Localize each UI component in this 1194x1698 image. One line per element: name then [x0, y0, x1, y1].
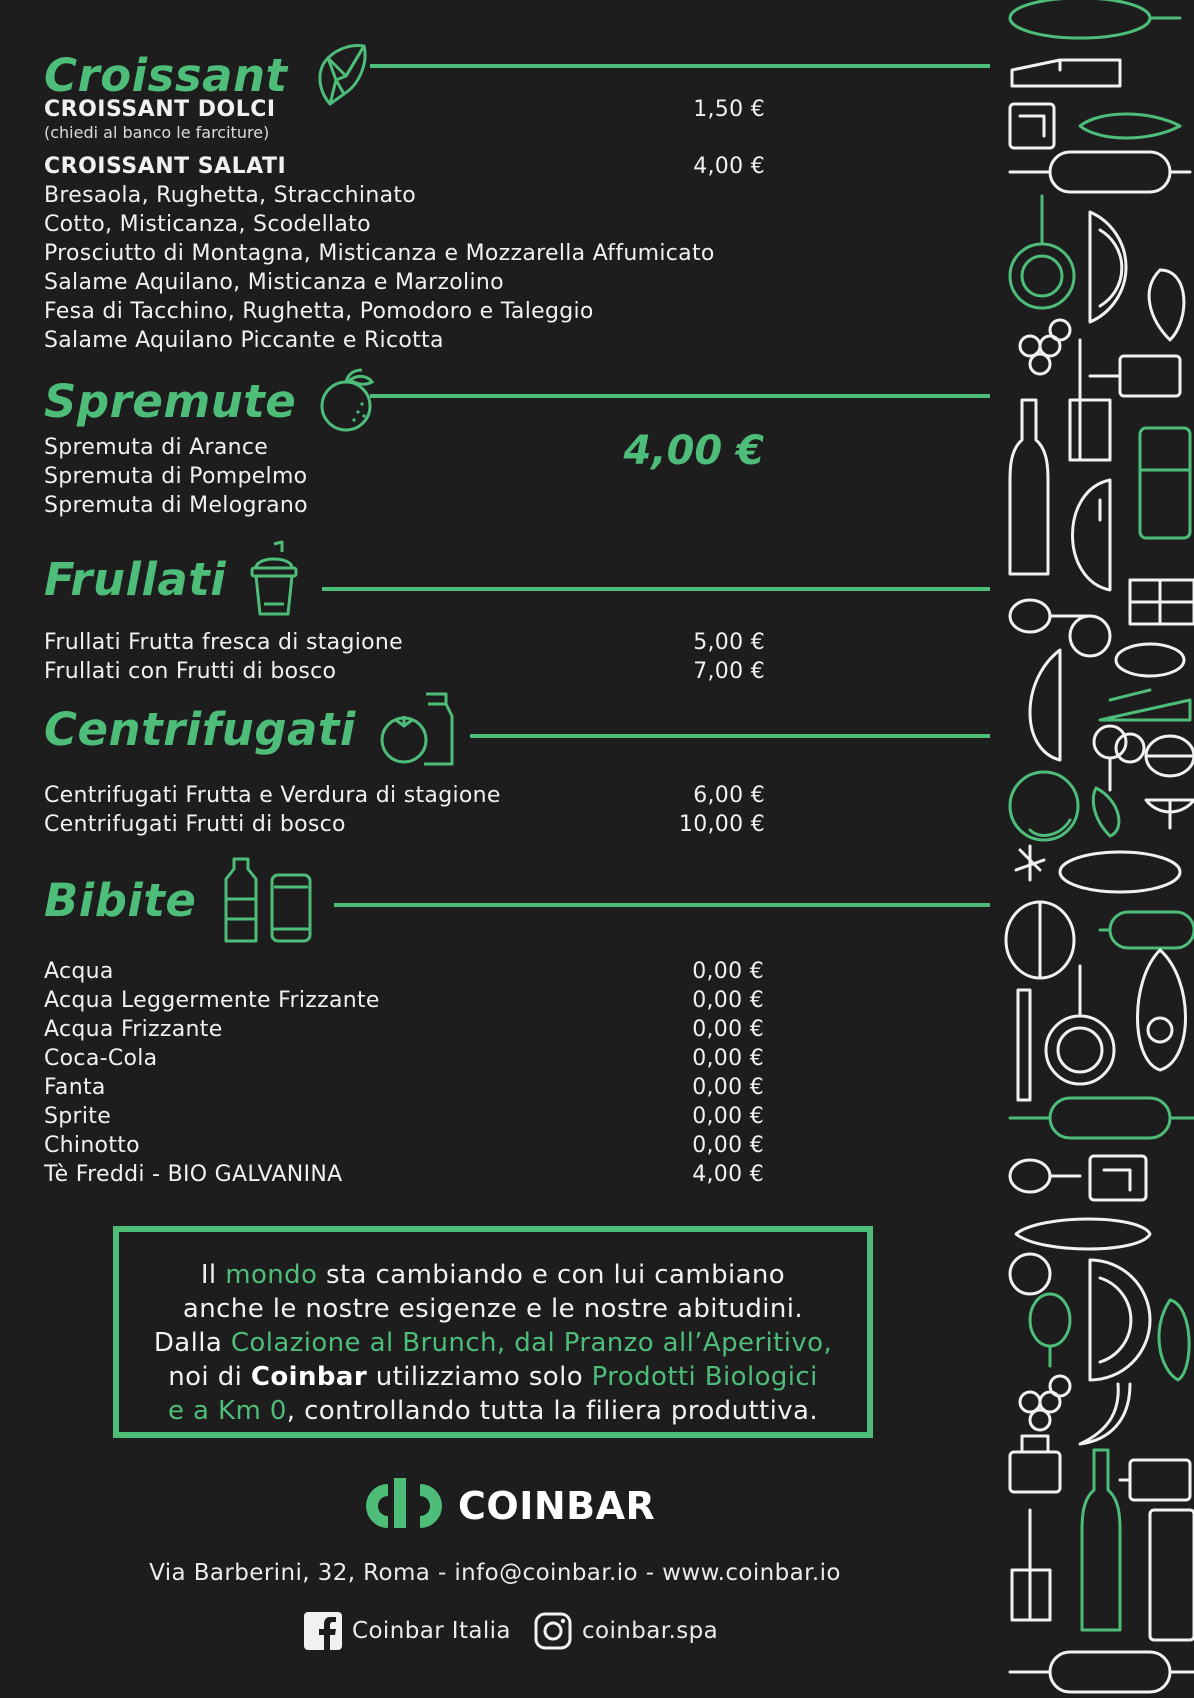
- section-bibite-header: [44, 855, 318, 945]
- rolling-pin-small-icon: [1100, 912, 1194, 948]
- meat-cleaver-icon: [1070, 340, 1110, 460]
- watermelon-2-icon: [1090, 1260, 1150, 1380]
- facebook-link[interactable]: [304, 1612, 511, 1650]
- list-item: Centrifugati Frutta e Verdura di stagione: [44, 783, 501, 808]
- wine-bottle-icon: [1010, 400, 1048, 574]
- rolling-pin-2-icon: [1010, 1098, 1194, 1138]
- spatula-icon: [1090, 356, 1180, 396]
- list-item: Cotto, Misticanza, Scodellato: [44, 212, 371, 237]
- eggplant-icon: [1030, 650, 1060, 760]
- price: 0,00 €: [692, 1075, 764, 1100]
- spatula-2-icon: [1120, 1460, 1190, 1500]
- lemon-icon: [1116, 644, 1184, 676]
- section-divider: [370, 394, 990, 398]
- egg-icon: [1146, 736, 1194, 776]
- list-item: Fesa di Tacchino, Rughetta, Pomodoro e Taleggio: [44, 299, 594, 324]
- grapes-2-icon: [1020, 1376, 1070, 1430]
- list-item: Salame Aquilano, Misticanza e Marzolino: [44, 270, 504, 295]
- strawberry-icon: [1149, 270, 1184, 340]
- knife-icon: [1018, 990, 1030, 1100]
- whisk-2-icon: [1010, 1160, 1080, 1192]
- tomato-bottle-icon: [378, 690, 458, 768]
- section-divider: [370, 64, 990, 68]
- price: 0,00 €: [692, 1017, 764, 1042]
- jar-icon: [1010, 104, 1054, 148]
- coinbar-logo-mark-icon: [360, 1478, 448, 1534]
- bibite-prices: [692, 957, 764, 1189]
- price: 6,00 €: [693, 783, 765, 808]
- list-item: Centrifugati Frutti di bosco: [44, 812, 346, 837]
- grapes-icon: [1020, 320, 1070, 374]
- price: 0,00 €: [692, 988, 764, 1013]
- price: 5,00 €: [693, 630, 765, 655]
- list-item: Spremuta di Melograno: [44, 493, 308, 518]
- list-item: Chinotto: [44, 1133, 140, 1158]
- bottle-jar-icon: [218, 855, 318, 945]
- cheese-icon: [1012, 60, 1120, 86]
- list-item: Bresaola, Rughetta, Stracchinato: [44, 183, 417, 208]
- food-pattern-decoration: [1000, 0, 1194, 1698]
- list-item: Coca-Cola: [44, 1046, 158, 1071]
- list-item: Acqua Frizzante: [44, 1017, 223, 1042]
- section-divider: [470, 734, 990, 738]
- apple-icon: [1010, 772, 1078, 840]
- frying-pan-icon: [1046, 966, 1114, 1084]
- footer-address: Via Barberini, 32, Roma - info@coinbar.io - www.coinbar.io: [149, 1560, 841, 1586]
- croissant-salati-name: CROISSANT SALATI: [44, 154, 287, 179]
- orange-icon: [318, 368, 378, 434]
- list-item: Sprite: [44, 1104, 112, 1129]
- bread-icon: [1073, 480, 1111, 590]
- watermelon-icon: [1090, 212, 1126, 322]
- instagram-label: coinbar.spa: [582, 1618, 719, 1644]
- section-divider: [322, 587, 990, 591]
- price: 0,00 €: [692, 959, 764, 984]
- rolling-pin-3-icon: [1010, 1652, 1194, 1692]
- pizza-peel-icon: [1010, 0, 1180, 38]
- section-title: Spremute: [44, 374, 297, 428]
- lock-jar-icon: [1010, 1436, 1060, 1492]
- facebook-label: Coinbar Italia: [352, 1618, 511, 1644]
- list-item: Acqua: [44, 959, 114, 984]
- list-item: Spremuta di Arance: [44, 435, 269, 460]
- tomato-2-icon: [1010, 1254, 1050, 1294]
- price: 0,00 €: [692, 1046, 764, 1071]
- price: 10,00 €: [678, 812, 765, 837]
- croissant-dolci-note: (chiedi al banco le farciture): [44, 123, 270, 142]
- section-divider: [334, 903, 990, 907]
- frullati-list: [44, 628, 403, 686]
- whisk-icon: [1010, 600, 1090, 632]
- list-item: Fanta: [44, 1075, 106, 1100]
- cleaver-2-icon: [1012, 1510, 1050, 1620]
- orange-slice-icon: [1146, 800, 1194, 828]
- list-item: Acqua Leggermente Frizzante: [44, 988, 380, 1013]
- price: 7,00 €: [693, 659, 765, 684]
- message-line: e a Km 0, controllando tutta la filiera produttiva.: [167, 1396, 819, 1426]
- message-line: Il mondo sta cambiando e con lui cambiano: [200, 1260, 786, 1290]
- message-line: Dalla Colazione al Brunch, dal Pranzo all’Aperitivo,: [153, 1328, 833, 1358]
- pumpkin-icon: [1006, 902, 1074, 978]
- facebook-icon: [304, 1612, 342, 1650]
- list-item: Prosciutto di Montagna, Misticanza e Mozzarella Affumicato: [44, 241, 715, 266]
- croissant-dolci-name: CROISSANT DOLCI: [44, 97, 276, 122]
- section-centrifugati-header: [44, 690, 458, 768]
- croissant-icon: [310, 40, 370, 110]
- list-item: Tè Freddi - BIO GALVANINA: [44, 1162, 343, 1187]
- list-item: Frullati Frutta fresca di stagione: [44, 630, 403, 655]
- price: 0,00 €: [692, 1133, 764, 1158]
- baguette-icon: [1060, 852, 1180, 892]
- price: 4,00 €: [692, 1162, 764, 1187]
- section-frullati-header: [44, 540, 300, 618]
- section-title: Frullati: [44, 552, 227, 606]
- rolling-pin-icon: [1010, 152, 1190, 192]
- tomato-icon: [1070, 616, 1110, 656]
- strawberry-2-icon: [1159, 1300, 1189, 1380]
- section-title: Croissant: [44, 48, 288, 102]
- wine-bottle-2-icon: [1082, 1450, 1120, 1630]
- section-title: Bibite: [44, 873, 197, 927]
- brand-message-box: [113, 1226, 873, 1438]
- croissant-salati-list: [44, 181, 715, 355]
- carrot-icon: [1080, 114, 1180, 138]
- instagram-icon: [534, 1612, 572, 1650]
- avocado-icon: [1138, 950, 1186, 1070]
- carrot-2-icon: [1016, 1219, 1150, 1249]
- frullati-prices: [693, 628, 765, 686]
- bibite-list: [44, 957, 380, 1189]
- coinbar-logo: [360, 1478, 655, 1534]
- section-spremute-header: [44, 368, 378, 434]
- centrifugati-list: [44, 781, 501, 839]
- cake-slice-icon: [1100, 690, 1190, 720]
- smoothie-cup-icon: [248, 540, 300, 618]
- list-item: Spremuta di Pompelmo: [44, 464, 308, 489]
- price: 0,00 €: [692, 1104, 764, 1129]
- banana-icon: [1080, 1384, 1130, 1444]
- board-2-icon: [1150, 1510, 1194, 1640]
- grater-icon: [1140, 428, 1190, 538]
- message-line: noi di Coinbar utilizziamo solo Prodotti Biologici: [168, 1362, 818, 1392]
- board-icon: [1130, 580, 1194, 624]
- croissant-salati-price: 4,00 €: [693, 154, 765, 179]
- mushroom-icon: [1094, 726, 1144, 790]
- pan-icon: [1010, 196, 1074, 308]
- list-item: Frullati con Frutti di bosco: [44, 659, 337, 684]
- message-line: anche le nostre esigenze e le nostre abitudini.: [182, 1294, 804, 1324]
- leaf-icon: [1093, 788, 1119, 836]
- spremute-price: 4,00 €: [623, 428, 764, 474]
- spremute-list: [44, 433, 308, 520]
- cup-icon: [1090, 1156, 1146, 1200]
- brand-name: COINBAR: [458, 1484, 656, 1528]
- section-title: Centrifugati: [44, 702, 356, 756]
- herb-icon: [1016, 846, 1044, 880]
- list-item: Salame Aquilano Piccante e Ricotta: [44, 328, 444, 353]
- centrifugati-prices: [679, 781, 765, 839]
- instagram-link[interactable]: [534, 1612, 718, 1650]
- balloon-whisk-icon: [1030, 1294, 1070, 1366]
- croissant-dolci-price: 1,50 €: [693, 97, 765, 122]
